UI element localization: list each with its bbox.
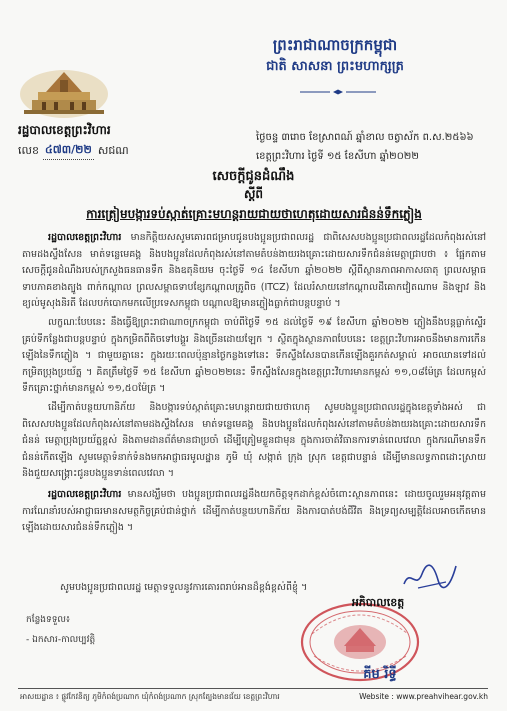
- footer: [20, 692, 488, 703]
- national-motto: ជាតិ សាសនា ព្រះមហាក្សត្រ: [266, 59, 404, 74]
- document-body: [22, 230, 486, 539]
- footer-website-label: Website :: [359, 692, 394, 701]
- footer-website: [359, 692, 488, 703]
- footer-website-link[interactable]: www.preahvihear.gov.kh: [396, 692, 488, 701]
- reference-number-row: [18, 143, 129, 160]
- paragraph-1: [22, 230, 486, 313]
- reference-label: លេខ: [18, 143, 39, 157]
- paragraph-4-lead: រដ្ឋបាលខេត្តព្រះវិហារ: [48, 488, 122, 500]
- lunar-date: ថ្ងៃចន្ទ ៣រោច ខែស្រាពណ៍ ឆ្នាំខាល ចត្វាស័ក ព.ស.២៥៦៦: [256, 132, 474, 143]
- document-subject-word: ស្តីពី: [243, 187, 264, 201]
- cc-label: កន្លែងទទួល៖: [26, 615, 70, 625]
- closing-sentence: សូមបងប្អូនប្រជាពលរដ្ឋ មេត្តាទទួលនូវការគោរពរាប់អានដ៏ខ្ពង់ខ្ពស់ពីខ្ញុំ ។: [60, 582, 308, 593]
- paragraph-1-lead: រដ្ឋបាលខេត្តព្រះវិហារ: [48, 232, 122, 243]
- footer-address: អាសយដ្ឋាន ៖ ផ្លូវកែវនិត្យ ភូមិកំពង់ប្រណាក ឃុំកំពង់ប្រណាក ស្រុកត្បែងមានជ័យ ខេត្តព្រះវិហារ: [20, 692, 280, 701]
- paragraph-1-text: មានកិត្តិយសសូមគោរពជម្រាបជូនបងប្អូនប្រជាពលរដ្ឋ ជាពិសេសបងប្អូនប្រជាពលរដ្ឋដែលកំពុងរស់នៅតាមដងស្ទឹងសែន មាត់ទន្លេមេគង្គ និងបងប្អូនដែលកំពុងរស់នៅតាមតំបន់ងាយរងគ្រោះដោយសារទឹកជំនន់មេត្តាជ្រាបថា ៖ ផ្អែកតាមសេចក្តីជូនដំណឹងរបស់ក្រសួងធនធានទឹក និងឧតុនិយម ចុះថ្ងៃទី ១៤ ខែសីហា ឆ្នាំ២០២២ ស្តីពីស្ថានភាពអាកាសធាតុ ព្រលសម្ពាធទាបភាគខាងត្បូង ពាក់កណ្តាល ព្រលសម្ពាធទាបខ្សែកណ្តាលត្រូពិច (ITCZ) ដែលរំសាយនៅកណ្តាលដីគោកវៀតណាម និងឡាវ និងខ្យល់មូសុងនិរតី ដែលបក់បោកមកលើប្រទេសកម្ពុជា បណ្តាលឱ្យមានភ្លៀងធ្លាក់ជាបន្តបន្ទាប់ ។: [22, 232, 486, 310]
- kingdom-title: ព្រះរាជាណាចក្រកម្ពុជា: [272, 36, 398, 54]
- document-title: សេចក្តីជូនដំណឹង: [212, 169, 295, 184]
- paragraph-4: [22, 487, 486, 537]
- footer-divider: [18, 688, 488, 689]
- signatory-title: អភិបាលខេត្ត: [351, 596, 405, 609]
- paragraph-3: ដើម្បីកាត់បន្ថយហានិភ័យ និងបង្ការទប់ស្កាត់គ្រោះមហន្តរាយជាយថាហេតុ សូមបងប្អូនប្រជាពលរដ្ឋក្នុងខេត្តទាំងអស់ ជាពិសេសបងប្អូនដែលកំពុងរស់នៅតាមដងស្ទឹងសែន មាត់ទន្លេមេគង្គ និងបងប្អូនដែលកំពុងរស់នៅតាមតំបន់ងាយរងគ្រោះដោយសារទឹកជំនន់ មេត្តាប្រុងប្រយ័ត្នខ្ពស់ និងតាមដានព័ត៌មានជាប្រចាំ ដើម្បីត្រៀមខ្លួនជាមុន ក្នុងការចាត់វិធានការទាន់ពេលវេលា ក្នុងករណីមានទឹកជំនន់កើតឡើង សូមមេត្តាទំនាក់ទំនងមកអាជ្ញាធរមូលដ្ឋាន ភូមិ ឃុំ សង្កាត់ ក្រុង ស្រុក ខេត្តជាបន្ទាន់ ដើម្បីមានលទ្ធភាពដោះស្រាយ និងជួយសង្គ្រោះជូនបងប្អូនទាន់ពេលវេលា ។: [22, 401, 486, 480]
- document-heading: ការត្រៀមបង្ការទប់ស្កាត់គ្រោះមហន្តរាយជាយថាហេតុដោយសារជំនន់ទឹកភ្លៀង: [86, 207, 422, 221]
- issuing-authority: រដ្ឋបាលខេត្តព្រះវិហារ: [18, 123, 111, 137]
- paragraph-2: លក្ខណៈបែបនេះ នឹងធ្វើឱ្យព្រះរាជាណាចក្រកម្ពុជា ចាប់ពីថ្ងៃទី ១៥ ដល់ថ្ងៃទី ១៩ ខែសីហា ឆ្នាំ២០២២ ភ្លៀងនឹងបន្តធ្លាក់ស្ទើរគ្រប់ទីកន្លែងជាបន្តបន្ទាប់ ក្នុងកម្រិតពីតិចទៅបង្គួរ និងច្រើនដោយឡែក ។ ស្ថិតក្នុងស្ថានភាពបែបនេះ ខេត្តព្រះវិហារអាចនឹងមានការកើនឡើងនៃទឹកភ្លៀង ។ ជាមួយគ្នានេះ ក្នុងរយៈពេលប៉ុន្មានថ្ងៃកន្លងទៅនេះ ទឹកស្ទឹងសែនបានកើនឡើងគួរកត់សម្គាល់ អាចឈានទៅដល់កម្រិតប្រុងប្រយ័ត្ន ។ គិតត្រឹមថ្ងៃទី ១៥ ខែសីហា ឆ្នាំ២០២២នេះ ទឹកស្ទឹងសែនក្នុងខេត្តព្រះវិហារមានកម្ពស់ ១១,០៨ម៉ែត្រ ដែលកម្ពស់ទឹកគ្រោះថ្នាក់មានកម្ពស់ ១១,៥០ម៉ែត្រ ។: [22, 316, 486, 395]
- signature-mark: [400, 560, 460, 594]
- cc-item: - ឯកសារ-កាលប្បវត្តិ: [26, 635, 96, 645]
- reference-suffix: សជណ: [97, 143, 129, 157]
- provincial-emblem-icon: [18, 66, 110, 118]
- solar-date: ខេត្តព្រះវិហារ ថ្ងៃទី ១៥ ខែសីហា ឆ្នាំ២០២២: [256, 151, 419, 162]
- reference-number: ៤៧៣/២២: [43, 143, 94, 160]
- paragraph-4-text: មានសង្ឃឹមថា បងប្អូនប្រជាពលរដ្ឋនឹងយកចិត្តទុកដាក់ខ្ពស់ចំពោះស្ថានភាពនេះ ដោយចូលរួមអនុវត្តតាមការណែនាំរបស់អាជ្ញាធរមានសមត្ថកិច្ចគ្រប់ជាន់ថ្នាក់ ដើម្បីកាត់បន្ថយហានិភ័យ និងការបាត់បង់ជីវិត និងទ្រព្យសម្បត្តិដែលអាចកើតមានឡើងដោយសារជំនន់ទឹកភ្លៀង ។: [22, 488, 486, 534]
- signatory-name: គីម រិទ្ធី: [363, 667, 397, 682]
- header-divider-ornament: [300, 80, 376, 86]
